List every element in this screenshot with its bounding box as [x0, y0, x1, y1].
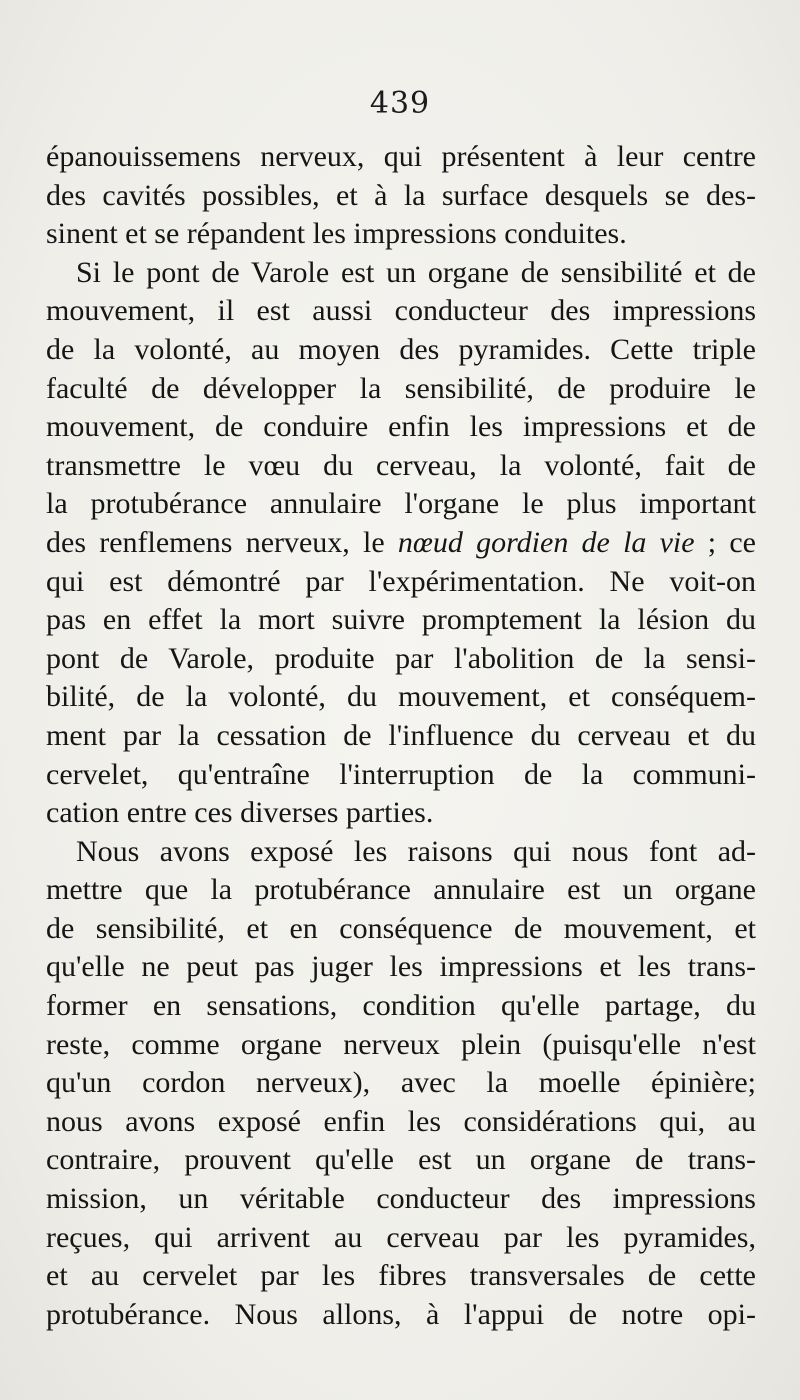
text-line: faculté de développer la sensibilité, de produire le	[46, 371, 756, 405]
text-line: de la volonté, au moyen des pyramides. Cette triple	[46, 332, 756, 366]
text-line: cervelet, qu'entraîne l'interruption de la communi-	[46, 757, 756, 791]
text-line: Nous avons exposé les raisons qui nous font ad-	[76, 834, 756, 868]
text-line: mission, un véritable conducteur des impressions	[46, 1182, 756, 1216]
text-line: reçues, qui arrivent au cerveau par les pyramides,	[46, 1220, 756, 1254]
text-line: Si le pont de Varole est un organe de sensibilité et de	[76, 255, 756, 289]
text-line: protubérance. Nous allons, à l'appui de notre opi-	[46, 1297, 756, 1331]
text-line: la protubérance annulaire l'organe le plus important	[46, 487, 756, 521]
page-number: 439	[369, 86, 431, 121]
text-segment: ; ce	[694, 525, 756, 559]
italic-phrase: nœud gordien de la vie	[397, 525, 695, 559]
text-line: pas en effet la mort suivre promptement la lésion du	[46, 603, 756, 637]
text-line: et au cervelet par les fibres transversales de cette	[46, 1259, 756, 1293]
text-line: de sensibilité, et en conséquence de mouvement, et	[46, 911, 756, 945]
text-line: nous avons exposé enfin les considérations qui, au	[46, 1104, 756, 1138]
text-line: pont de Varole, produite par l'abolition de la sensi-	[46, 641, 756, 675]
text-line: transmettre le vœu du cerveau, la volonté, fait de	[46, 448, 756, 482]
text-line: qui est démontré par l'expérimentation. Ne voit-on	[46, 564, 756, 598]
text-line: contraire, prouvent qu'elle est un organe de trans-	[46, 1143, 756, 1177]
text-segment: des renflemens nerveux, le	[46, 525, 398, 559]
text-line: sinent et se répandent les impressions conduites.	[46, 217, 627, 251]
text-line: cation entre ces diverses parties.	[46, 796, 434, 830]
text-line: bilité, de la volonté, du mouvement, et conséquem-	[46, 680, 756, 714]
text-line	[46, 524, 756, 563]
text-line: qu'un cordon nerveux), avec la moelle épinière;	[46, 1066, 756, 1100]
text-line: épanouissemens nerveux, qui présentent à leur centre	[46, 140, 756, 173]
text-line: mouvement, de conduire enfin les impressions et de	[46, 410, 756, 444]
text-line: ment par la cessation de l'influence du cerveau et du	[46, 718, 756, 752]
text-line: reste, comme organe nerveux plein (puisqu'elle n'est	[46, 1027, 756, 1061]
body-text	[46, 138, 756, 1334]
text-line: mettre que la protubérance annulaire est un organe	[46, 873, 756, 907]
text-line: mouvement, il est aussi conducteur des impressions	[46, 294, 756, 328]
text-line: qu'elle ne peut pas juger les impressions et les trans-	[46, 950, 756, 984]
text-line: des cavités possibles, et à la surface desquels se des-	[46, 178, 756, 212]
text-line: former en sensations, condition qu'elle partage, du	[46, 989, 756, 1023]
